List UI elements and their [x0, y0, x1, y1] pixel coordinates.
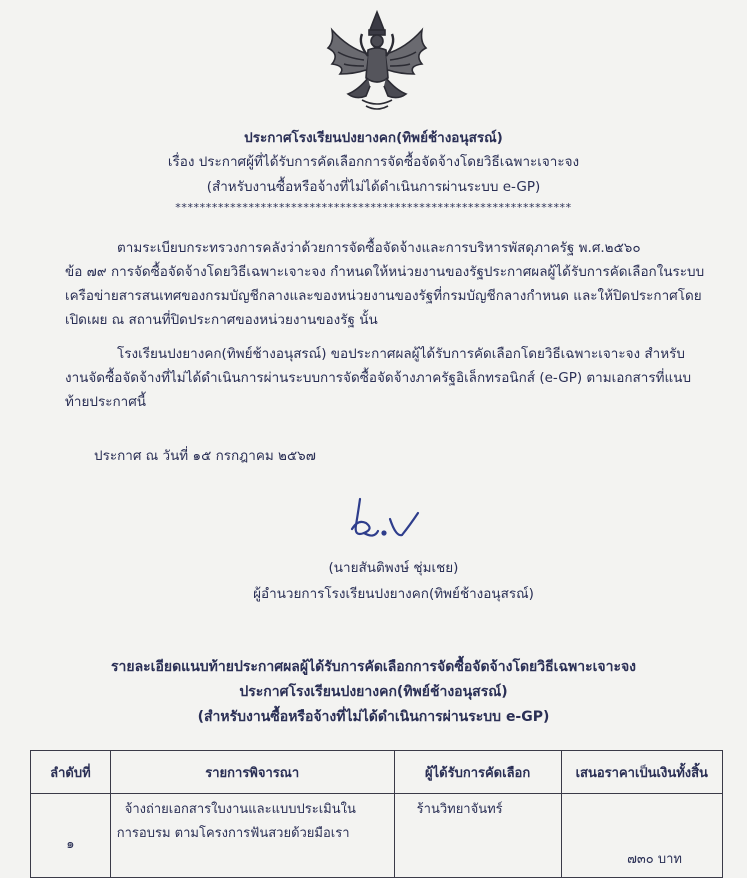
- row-item-line-2: การอบรม ตามโครงการฟันสวยด้วยมือเรา: [116, 826, 350, 841]
- announcement-date: ประกาศ ณ วันที่ ๑๕ กรกฎาคม ๒๕๖๗: [94, 448, 316, 464]
- table-header-row: [31, 751, 723, 794]
- signatory-position: ผู้อำนวยการโรงเรียนปงยางคก(ทิพย์ช้างอนุสรณ์): [253, 586, 534, 602]
- paragraph-1-line-1: ตามระเบียบกระทรวงการคลังว่าด้วยการจัดซื้อจัดจ้างและการบริหารพัสดุภาครัฐ พ.ศ.๒๕๖๐: [117, 240, 641, 256]
- table-row: [31, 794, 723, 878]
- header-order: ลำดับที่: [31, 751, 111, 794]
- paragraph-2-line-2: งานจัดซื้อจัดจ้างที่ไม่ได้ดำเนินการผ่านระบบการจัดซื้อจัดจ้างภาครัฐอิเล็กทรอนิกส์ (e-GP) ตามเอกสารที่แนบ: [65, 370, 692, 386]
- attachment-title: รายละเอียดแนบท้ายประกาศผลผู้ได้รับการคัดเลือกการจัดซื้อจัดจ้างโดยวิธีเฉพาะเจาะจง: [111, 659, 636, 675]
- attachment-note: (สำหรับงานซื้อหรือจ้างที่ไม่ได้ดำเนินการผ่านระบบ e-GP): [197, 709, 550, 725]
- row-item-line-1: จ้างถ่ายเอกสารใบงานและแบบประเมินใน: [124, 802, 356, 817]
- selection-results-table: [30, 750, 723, 878]
- paragraph-2-line-3: ท้ายประกาศนี้: [65, 394, 147, 410]
- handwritten-signature: [330, 495, 426, 547]
- garuda-emblem-icon: [318, 8, 436, 116]
- asterisk-divider: *****************************************************************: [175, 201, 572, 214]
- header-price: เสนอราคาเป็นเงินทั้งสิ้น: [561, 751, 722, 794]
- header-item: รายการพิจารณา: [110, 751, 394, 794]
- paragraph-1-line-4: เปิดเผย ณ สถานที่ปิดประกาศของหน่วยงานของรัฐ นั้น: [65, 312, 378, 328]
- row-vendor: ร้านวิทยาจันทร์: [394, 794, 561, 878]
- paragraph-2-line-1: โรงเรียนปงยางคก(ทิพย์ช้างอนุสรณ์) ขอประกาศผลผู้ได้รับการคัดเลือกโดยวิธีเฉพาะเจาะจง สำหรับ: [117, 346, 685, 362]
- attachment-school: ประกาศโรงเรียนปงยางคก(ทิพย์ช้างอนุสรณ์): [239, 684, 508, 700]
- paragraph-1-line-3: เครือข่ายสารสนเทศของกรมบัญชีกลางและของหน่วยงานของรัฐที่กรมบัญชีกลางกำหนด และให้ปิดประกาศโดย: [65, 288, 702, 304]
- row-item: [110, 794, 394, 878]
- announcement-subject: เรื่อง ประกาศผู้ที่ได้รับการคัดเลือกการจัดซื้อจัดจ้างโดยวิธีเฉพาะเจาะจง: [167, 154, 580, 170]
- announcement-title: ประกาศโรงเรียนปงยางคก(ทิพย์ช้างอนุสรณ์): [244, 130, 503, 146]
- header-vendor: ผู้ได้รับการคัดเลือก: [394, 751, 561, 794]
- paragraph-1-line-2: ข้อ ๗๙ การจัดซื้อจัดจ้างโดยวิธีเฉพาะเจาะจง กำหนดให้หน่วยงานของรัฐประกาศผลผู้ได้รับการคัดเลือกในระบบ: [65, 264, 705, 280]
- row-order: ๑: [31, 794, 111, 878]
- row-price: ๗๓๐ บาท: [561, 794, 722, 878]
- signatory-name: (นายสันติพงษ์ ชุ่มเชย): [328, 560, 459, 576]
- announcement-subtitle: (สำหรับงานซื้อหรือจ้างที่ไม่ได้ดำเนินการผ่านระบบ e-GP): [206, 179, 541, 195]
